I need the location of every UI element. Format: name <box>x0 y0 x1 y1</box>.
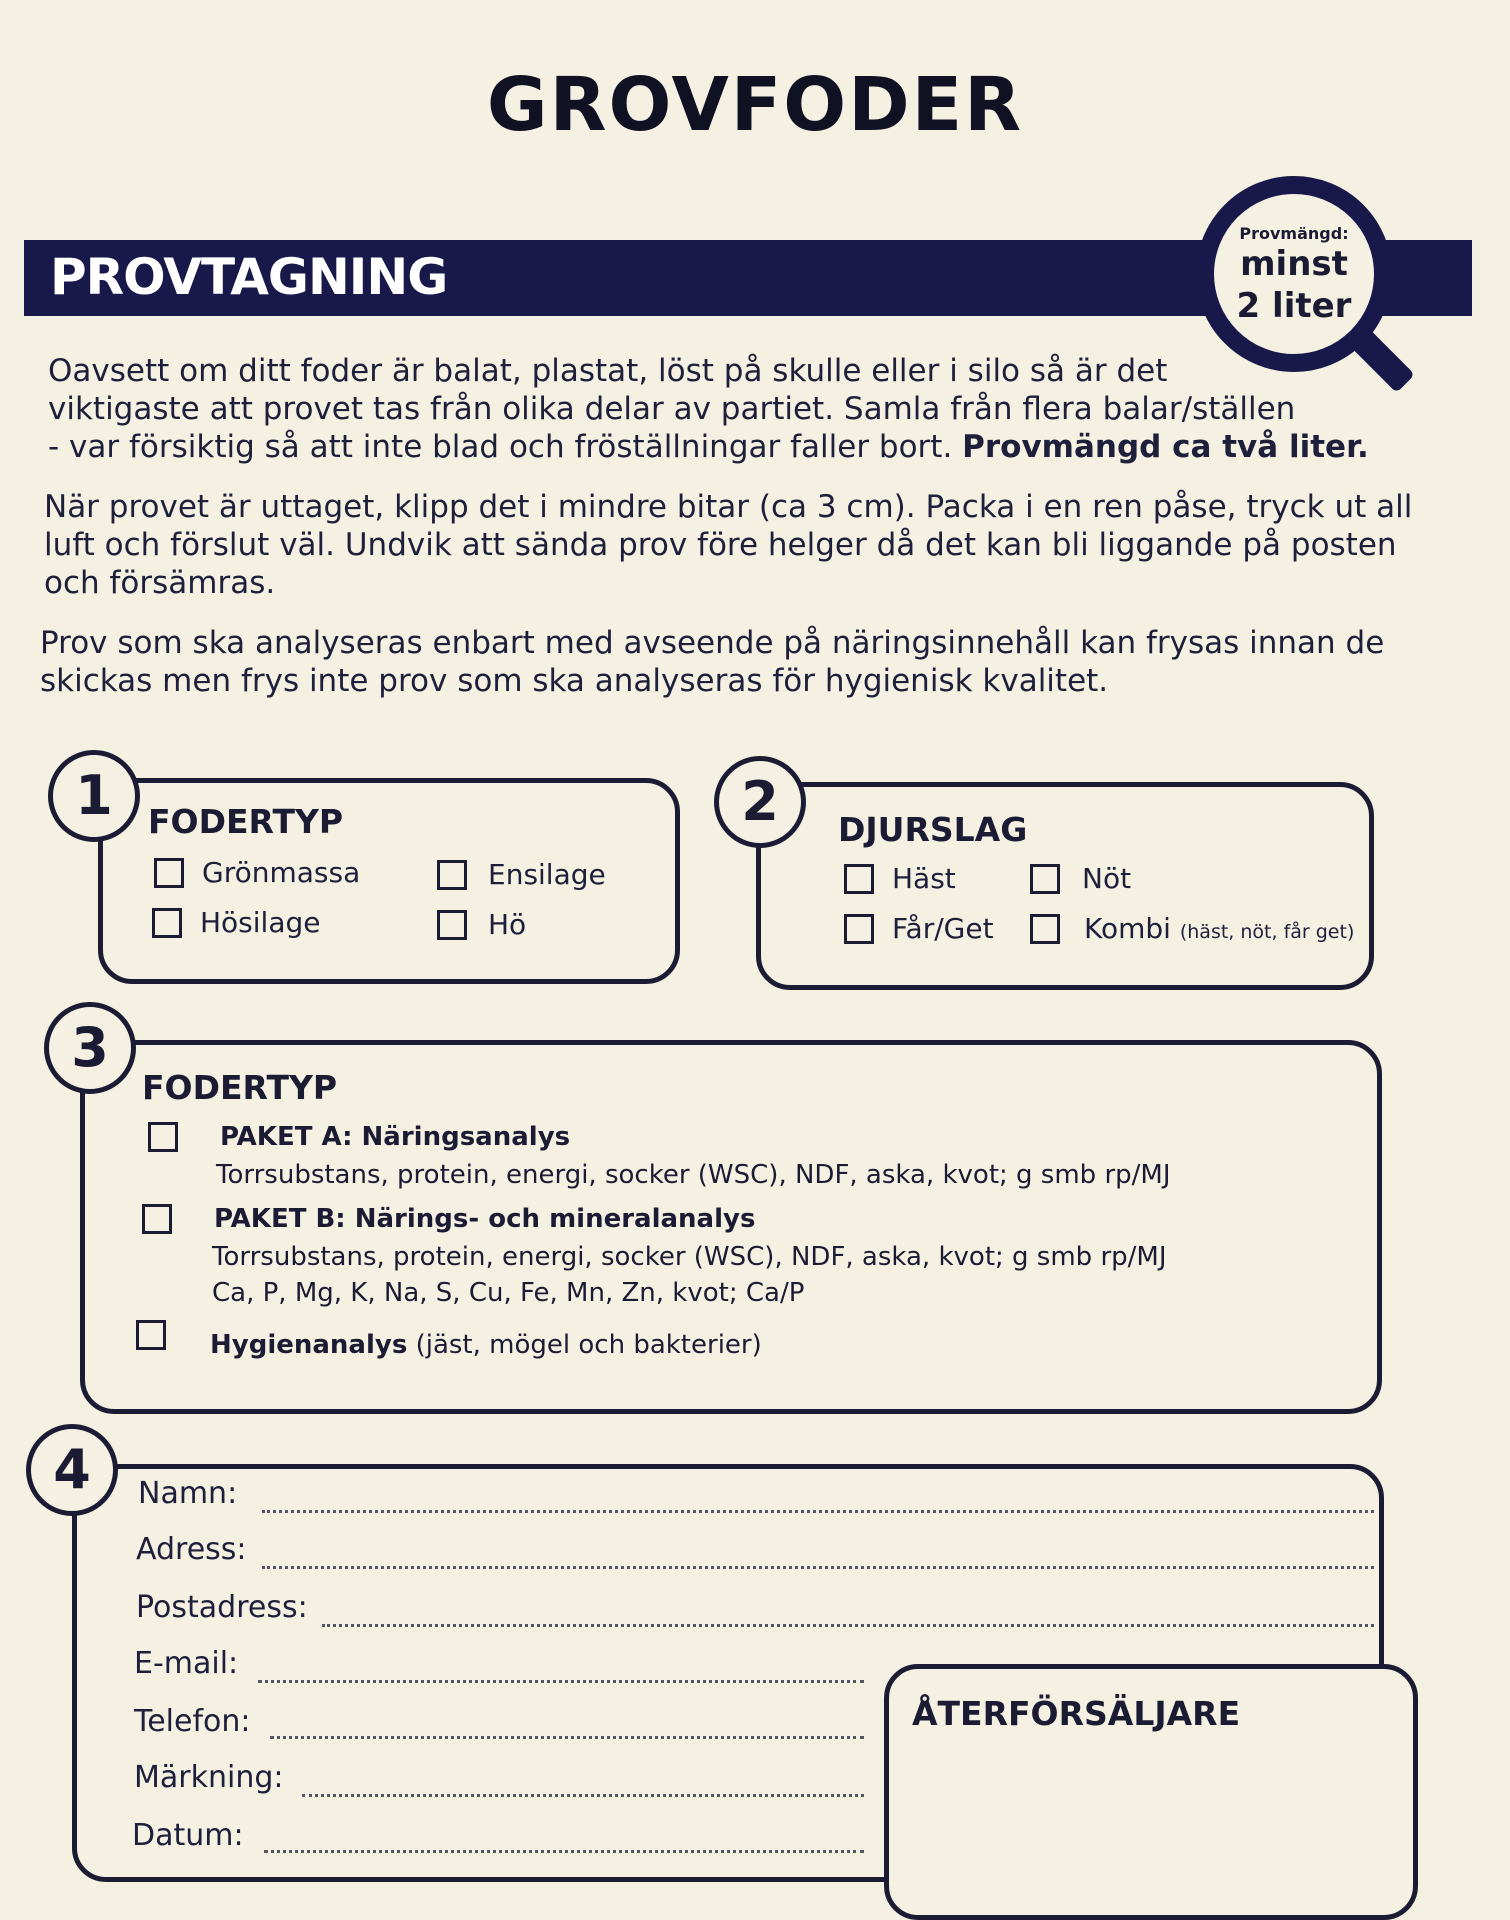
section-1-number: 1 <box>48 750 140 842</box>
paket-b-description-2: Ca, P, Mg, K, Na, S, Cu, Fe, Mn, Zn, kvot; Ca/P <box>212 1278 805 1308</box>
section-3-heading: FODERTYP <box>142 1068 338 1107</box>
intro-emphasis: Provmängd ca två liter. <box>962 429 1369 465</box>
page-title: GROVFODER <box>486 62 1024 148</box>
option-label: Får/Get <box>892 912 994 945</box>
checkbox-ho[interactable] <box>437 910 467 940</box>
field-label-adress: Adress: <box>136 1532 247 1567</box>
namn-input-line[interactable] <box>262 1510 1374 1513</box>
checkbox-kombi[interactable] <box>1030 914 1060 944</box>
intro-line: viktigaste att provet tas från olika delar av partiet. Samla från flera balar/ställen <box>48 391 1296 427</box>
badge-amount-line2: 2 liter <box>1236 286 1352 326</box>
field-label-markning: Märkning: <box>134 1760 284 1795</box>
checkbox-paket-a[interactable] <box>148 1122 178 1152</box>
intro-line: - var försiktig så att inte blad och fröställningar faller bort. <box>48 429 963 465</box>
intro-line: och försämras. <box>44 565 276 601</box>
option-kombi <box>1084 912 1354 945</box>
intro-line: luft och förslut väl. Undvik att sända prov före helger då det kan bli liggande på posten <box>44 527 1397 563</box>
magnifier-badge-icon <box>1196 176 1392 372</box>
intro-line: När provet är uttaget, klipp det i mindre bitar (ca 3 cm). Packa i en ren påse, tryck ut all <box>44 489 1413 525</box>
checkbox-hast[interactable] <box>844 864 874 894</box>
intro-line: Prov som ska analyseras enbart med avseende på näringsinnehåll kan frysas innan de <box>40 625 1385 661</box>
paket-a-title: PAKET A: Näringsanalys <box>220 1122 571 1152</box>
intro-paragraph-3 <box>40 624 1384 700</box>
field-label-postadress: Postadress: <box>136 1590 308 1625</box>
option-label: Ensilage <box>488 858 606 891</box>
section-3-number: 3 <box>44 1002 136 1094</box>
hygienanalys-title: Hygienanalys <box>210 1330 408 1360</box>
section-2-number: 2 <box>714 756 806 848</box>
field-label-namn: Namn: <box>138 1476 238 1511</box>
markning-input-line[interactable] <box>302 1794 864 1797</box>
paket-b-description-1: Torrsubstans, protein, energi, socker (WSC), NDF, aska, kvot; g smb rp/MJ <box>212 1242 1167 1272</box>
kombi-note: (häst, nöt, får get) <box>1179 921 1355 943</box>
datum-input-line[interactable] <box>264 1850 864 1853</box>
option-label: Häst <box>892 862 956 895</box>
option-label: Nöt <box>1082 862 1132 895</box>
checkbox-hosilage[interactable] <box>152 908 182 938</box>
checkbox-hygienanalys[interactable] <box>136 1320 166 1350</box>
badge-label: Provmängd: <box>1239 224 1349 243</box>
field-label-telefon: Telefon: <box>134 1704 251 1739</box>
section-2-heading: DJURSLAG <box>838 810 1028 849</box>
intro-line: Oavsett om ditt foder är balat, plastat, löst på skulle eller i silo så är det <box>48 353 1168 389</box>
banner-heading: PROVTAGNING <box>50 248 448 306</box>
checkbox-gronmassa[interactable] <box>154 858 184 888</box>
option-label: Grönmassa <box>202 856 361 889</box>
hygienanalys-description: (jäst, mögel och bakterier) <box>407 1330 762 1360</box>
section-1-heading: FODERTYP <box>148 802 344 841</box>
option-label: Kombi <box>1084 912 1171 945</box>
section-4-number: 4 <box>26 1424 118 1516</box>
postadress-input-line[interactable] <box>322 1624 1374 1627</box>
retailer-heading: ÅTERFÖRSÄLJARE <box>912 1694 1241 1733</box>
telefon-input-line[interactable] <box>270 1736 864 1739</box>
option-label: Hö <box>488 908 527 941</box>
intro-line: skickas men frys inte prov som ska analyseras för hygienisk kvalitet. <box>40 663 1109 699</box>
checkbox-paket-b[interactable] <box>142 1204 172 1234</box>
badge-amount-line1: minst <box>1240 244 1348 284</box>
field-label-email: E-mail: <box>134 1646 239 1681</box>
paket-b-title: PAKET B: Närings- och mineralanalys <box>214 1204 756 1234</box>
checkbox-ensilage[interactable] <box>437 860 467 890</box>
intro-paragraph-2 <box>44 488 1412 602</box>
option-label: Hösilage <box>200 906 321 939</box>
adress-input-line[interactable] <box>262 1566 1374 1569</box>
field-label-datum: Datum: <box>132 1818 244 1853</box>
hygienanalys-option <box>210 1330 762 1360</box>
email-input-line[interactable] <box>258 1680 864 1683</box>
intro-paragraph-1 <box>48 352 1369 466</box>
checkbox-not[interactable] <box>1030 864 1060 894</box>
paket-a-description: Torrsubstans, protein, energi, socker (WSC), NDF, aska, kvot; g smb rp/MJ <box>216 1160 1171 1190</box>
checkbox-far-get[interactable] <box>844 914 874 944</box>
